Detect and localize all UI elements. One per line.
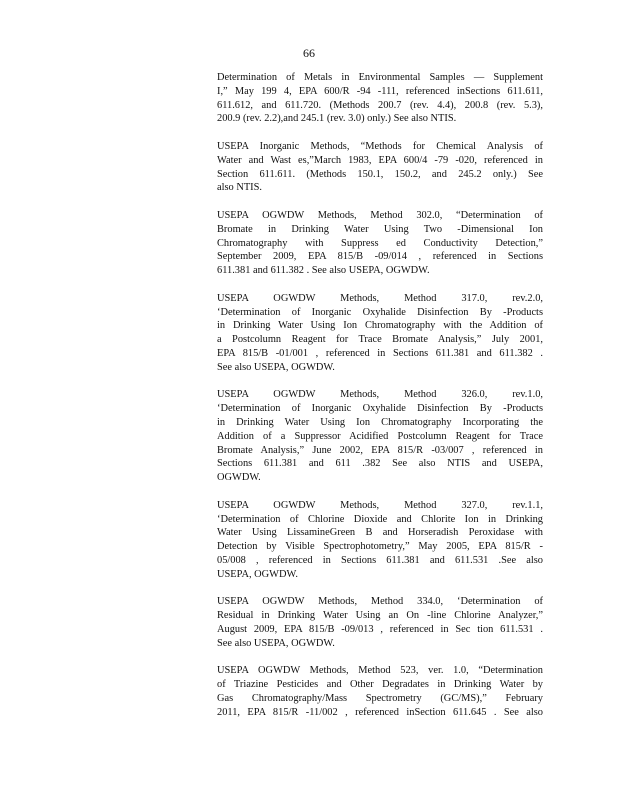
- text-line: USEPA OGWDW Methods, Method 523, ver. 1.0, “Determination: [217, 665, 543, 677]
- text-line: Water and Wast es,”March 1983, EPA 600/4 -79 -020, referenced in: [217, 154, 543, 166]
- reference-entry-method-334: [217, 595, 543, 650]
- text-line: 611.381 and 611.382 . See also USEPA, OGWDW.: [217, 265, 430, 277]
- text-line: I,” May 199 4, EPA 600/R -94 -111, referenced inSections 611.611,: [217, 85, 543, 97]
- text-line: Chromatography with Suppress ed Conductivity Detection,”: [217, 237, 543, 249]
- text-line: See also USEPA, OGWDW.: [217, 637, 335, 649]
- text-line: USEPA OGWDW Methods, Method 334.0, ‘Determination of: [217, 596, 543, 608]
- text-line: Addition of a Suppressor Acidified Postcolumn Reagent for Trace: [217, 430, 543, 442]
- page-number: 66: [303, 46, 315, 60]
- reference-entry-method-326: [217, 388, 543, 485]
- text-line: Residual in Drinking Water Using an On -line Chlorine Analyzer,”: [217, 610, 543, 622]
- text-line: in Drinking Water Using Ion Chromatography Incorporating the: [217, 416, 543, 428]
- text-line: USEPA Inorganic Methods, “Methods for Chemical Analysis of: [217, 140, 543, 152]
- text-line: EPA 815/B -01/001 , referenced in Sections 611.381 and 611.382 .: [217, 347, 543, 359]
- text-line: Gas Chromatography/Mass Spectrometry (GC/MS),” February: [217, 692, 543, 704]
- text-line: Section 611.611. (Methods 150.1, 150.2, and 245.2 only.) See: [217, 168, 543, 180]
- text-line: ‘Determination of Chlorine Dioxide and Chlorite Ion in Drinking: [217, 513, 543, 525]
- text-line: September 2009, EPA 815/B -09/014 , referenced in Sections: [217, 251, 543, 263]
- text-line: Sections 611.381 and 611 .382 See also NTIS and USEPA,: [217, 458, 543, 470]
- reference-entry-method-317: [217, 292, 543, 375]
- reference-entry-metals: [217, 71, 543, 126]
- text-line: See also USEPA, OGWDW.: [217, 361, 335, 373]
- text-line: 2011, EPA 815/R -11/002 , referenced inSection 611.645 . See also: [217, 706, 543, 718]
- text-line: USEPA, OGWDW.: [217, 568, 298, 580]
- reference-entry-method-523: [217, 664, 543, 719]
- text-line: Bromate in Drinking Water Using Two -Dimensional Ion: [217, 223, 543, 235]
- text-line: 611.612, and 611.720. (Methods 200.7 (rev. 4.4), 200.8 (rev. 5.3),: [217, 99, 543, 111]
- text-line: OGWDW.: [217, 472, 261, 484]
- text-line: August 2009, EPA 815/B -09/013 , referenced in Sec tion 611.531 .: [217, 623, 543, 635]
- text-line: Determination of Metals in Environmental Samples — Supplement: [217, 72, 543, 83]
- text-line: in Drinking Water Using Ion Chromatography with the Addition of: [217, 320, 543, 332]
- text-line: of Triazine Pesticides and Other Degradates in Drinking Water by: [217, 679, 543, 691]
- text-line: Water Using LissamineGreen B and Horseradish Peroxidase with: [217, 527, 543, 539]
- text-line: ‘Determination of Inorganic Oxyhalide Disinfection By -Products: [217, 403, 543, 415]
- reference-entry-method-327: [217, 499, 543, 582]
- references-list: [217, 71, 543, 733]
- reference-entry-method-302: [217, 209, 543, 278]
- text-line: a Postcolumn Reagent for Trace Bromate Analysis,” July 2001,: [217, 334, 543, 346]
- text-line: USEPA OGWDW Methods, Method 302.0, “Determination of: [217, 209, 543, 221]
- reference-entry-inorganic-methods: [217, 140, 543, 195]
- text-line: also NTIS.: [217, 182, 263, 194]
- text-line: USEPA OGWDW Methods, Method 327.0, rev.1.1,: [217, 499, 543, 511]
- text-line: Detection by Visible Spectrophotometry,” May 2005, EPA 815/R -: [217, 541, 543, 553]
- text-line: USEPA OGWDW Methods, Method 326.0, rev.1.0,: [217, 389, 543, 401]
- text-line: USEPA OGWDW Methods, Method 317.0, rev.2.0,: [217, 292, 543, 304]
- text-line: 05/008 , referenced in Sections 611.381 and 611.531 .See also: [217, 554, 543, 566]
- text-line: Bromate Analysis,” June 2002, EPA 815/R -03/007 , referenced in: [217, 444, 543, 456]
- text-line: ‘Determination of Inorganic Oxyhalide Disinfection By -Products: [217, 306, 543, 318]
- text-line: 200.9 (rev. 2.2),and 245.1 (rev. 3.0) only.) See also NTIS.: [217, 113, 457, 125]
